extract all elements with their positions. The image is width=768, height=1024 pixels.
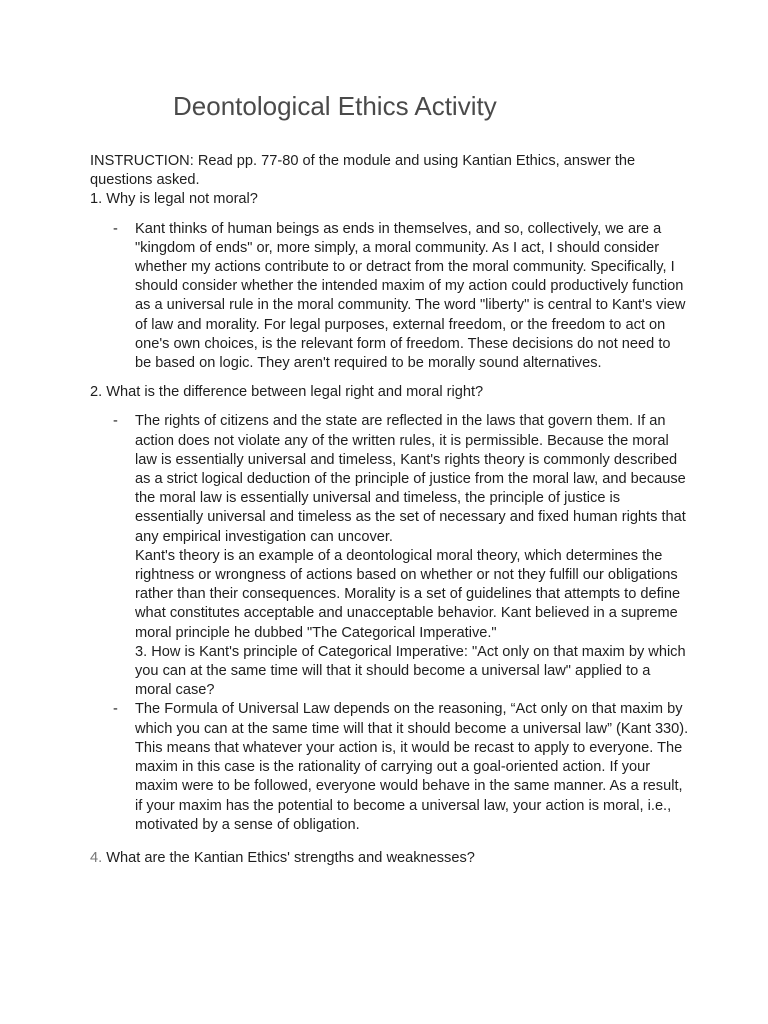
bullet-dash: - <box>113 701 118 718</box>
question-4 <box>90 849 690 868</box>
question-2: 2. What is the difference between legal right and moral right? <box>90 384 484 401</box>
answer-1 <box>90 220 690 374</box>
document-body <box>90 152 690 868</box>
answer-2 <box>90 412 690 700</box>
question-4-number: 4. <box>90 849 103 866</box>
answer-1-text: Kant thinks of human beings as ends in themselves, and so, collectively, we are a "kingdom of ends" or, more simply, a moral community. As I act, I should consider whether my actions contribute to or detract from the moral community. Specifically, I should consider whether the intended maxim of my action could productively function as a universal rule in the moral community. The word "liberty" is central to Kant's view of law and morality. For legal purposes, external freedom, or the freedom to act on one's own choices, is the relevant form of freedom. These decisions do not need to be based on logic. They aren't required to be morally sound alternatives. <box>135 220 686 372</box>
question-4-text: What are the Kantian Ethics' strengths and weaknesses? <box>102 849 475 866</box>
bullet-dash: - <box>113 413 118 430</box>
question-3: 3. How is Kant's principle of Categorical Imperative: "Act only on that maxim by which you can at the same time will that it should become a universal law" applied to a moral case? <box>135 643 686 699</box>
bullet-dash: - <box>113 220 118 237</box>
answer-2-paragraph-2: Kant's theory is an example of a deontological moral theory, which determines the rightness or wrongness of actions based on whether or not they fulfill our obligations rather than their consequences. Morality is a set of guidelines that attempts to define what constitutes acceptable and unacceptable behavior. Kant believed in a supreme moral principle he dubbed "The Categorical Imperative." <box>135 547 681 641</box>
document-title: Deontological Ethics Activity <box>173 91 497 121</box>
answer-2-list <box>90 412 690 834</box>
answer-3-text: The Formula of Universal Law depends on the reasoning, “Act only on that maxim by which you can at the same time will that it should become a universal law” (Kant 330). This means that whatever your action is, it would be recast to apply to everyone. The maxim in this case is the rationality of carrying out a goal-oriented action. If your maxim were to be followed, everyone would behave in the same manner. As a result, if your maxim has the potential to become a universal law, your action is moral, i.e., motivated by a sense of obligation. <box>135 701 689 833</box>
answer-2-paragraph-1: The rights of citizens and the state are reflected in the laws that govern them. If an action does not violate any of the written rules, it is permissible. Because the moral law is essentially universal and timeless, Kant's rights theory is commonly described as a strict logical deduction of the principle of justice from the moral law, and because the moral law is essentially universal and timeless, the principle of justice is essentially universal and timeless as the set of necessary and fixed human rights that any empirical investigation can uncover. <box>135 413 686 545</box>
answer-3 <box>90 700 690 834</box>
question-1: 1. Why is legal not moral? <box>90 191 258 208</box>
instruction-text: INSTRUCTION: Read pp. 77-80 of the module and using Kantian Ethics, answer the questions asked. <box>90 153 636 189</box>
answer-1-list <box>90 220 690 374</box>
